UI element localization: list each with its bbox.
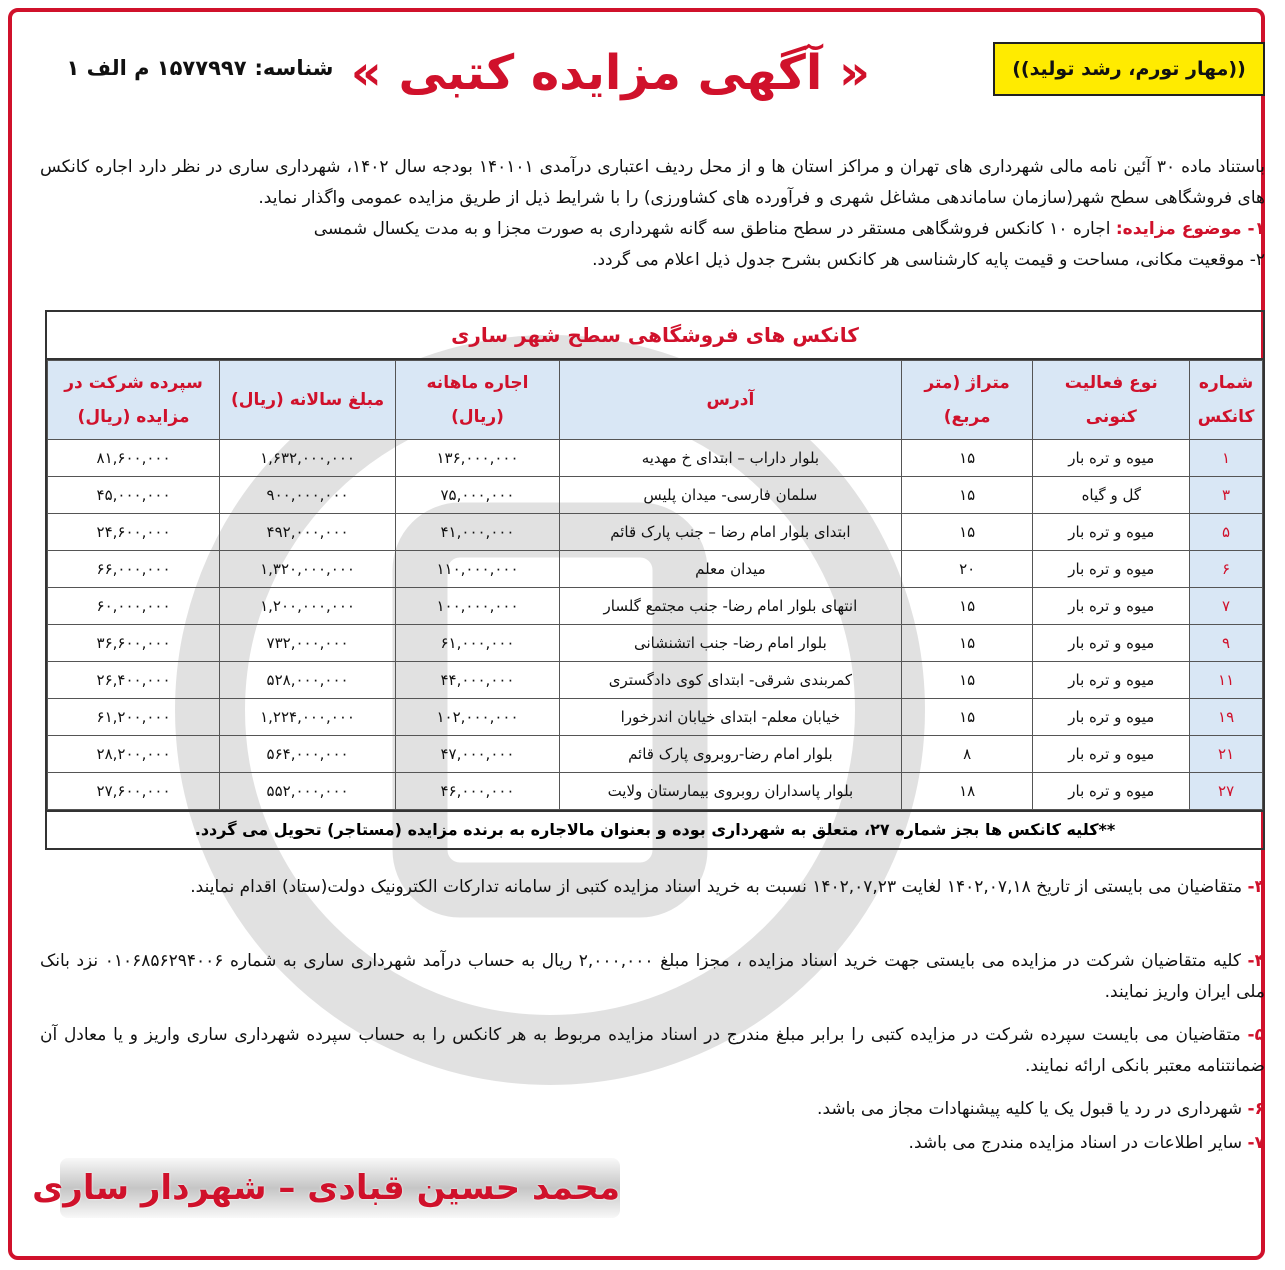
table-title: کانکس های فروشگاهی سطح شهر ساری bbox=[47, 312, 1263, 360]
item-1-label: ۱- موضوع مزایده: bbox=[1115, 219, 1265, 239]
item-3-number: ۳- bbox=[1247, 877, 1265, 897]
table-row bbox=[48, 477, 1263, 514]
cell-number: ۷ bbox=[1190, 588, 1263, 625]
cell-monthly-rent: ۱۱۰,۰۰۰,۰۰۰ bbox=[396, 551, 560, 588]
table-row bbox=[48, 551, 1263, 588]
cell-activity: میوه و تره بار bbox=[1033, 440, 1190, 477]
cell-address: خیابان معلم- ابتدای خیابان اندرخورا bbox=[559, 699, 901, 736]
item-7-text: سایر اطلاعات در اسناد مزایده مندرج می باشد. bbox=[908, 1133, 1243, 1153]
cell-monthly-rent: ۶۱,۰۰۰,۰۰۰ bbox=[396, 625, 560, 662]
cell-annual-amount: ۱,۲۲۴,۰۰۰,۰۰۰ bbox=[220, 699, 396, 736]
cell-area: ۸ bbox=[901, 736, 1033, 773]
item-5-number: ۵- bbox=[1247, 1025, 1265, 1045]
table-body bbox=[48, 440, 1263, 810]
cell-number: ۹ bbox=[1190, 625, 1263, 662]
table-row bbox=[48, 588, 1263, 625]
table-row bbox=[48, 699, 1263, 736]
cell-deposit: ۴۵,۰۰۰,۰۰۰ bbox=[48, 477, 220, 514]
cell-address: بلوار پاسداران روبروی بیمارستان ولایت bbox=[559, 773, 901, 810]
cell-number: ۶ bbox=[1190, 551, 1263, 588]
item-4-text: کلیه متقاضیان شرکت در مزایده می بایستی جهت خرید اسناد مزایده ، مجزا مبلغ ۲,۰۰۰,۰۰۰ ریال به حساب درآمد شهرداری ساری به شماره ۰۱۰۶۸۵۶۲۹۴۰۰۶ نزد بانک ملی ایران واریز نمایند. bbox=[40, 951, 1265, 1002]
item-4-number: ۴- bbox=[1247, 951, 1265, 971]
cell-annual-amount: ۴۹۲,۰۰۰,۰۰۰ bbox=[220, 514, 396, 551]
cell-area: ۲۰ bbox=[901, 551, 1033, 588]
cell-address: بلوار امام رضا- جنب اتشنشانی bbox=[559, 625, 901, 662]
col-header-monthly-rent: اجاره ماهانه (ریال) bbox=[396, 361, 560, 440]
cell-address: ابتدای بلوار امام رضا – جنب پارک قائم bbox=[559, 514, 901, 551]
col-header-annual-amount: مبلغ سالانه (ریال) bbox=[220, 361, 396, 440]
cell-annual-amount: ۵۵۲,۰۰۰,۰۰۰ bbox=[220, 773, 396, 810]
item-7 bbox=[40, 1128, 1265, 1159]
cell-monthly-rent: ۱۳۶,۰۰۰,۰۰۰ bbox=[396, 440, 560, 477]
col-header-activity: نوع فعالیت کنونی bbox=[1033, 361, 1190, 440]
cell-area: ۱۵ bbox=[901, 477, 1033, 514]
cell-monthly-rent: ۷۵,۰۰۰,۰۰۰ bbox=[396, 477, 560, 514]
code-value: ۱۵۷۷۹۹۷ م الف ۱ bbox=[66, 56, 247, 80]
cell-area: ۱۵ bbox=[901, 440, 1033, 477]
cell-address: سلمان فارسی- میدان پلیس bbox=[559, 477, 901, 514]
cell-number: ۱ bbox=[1190, 440, 1263, 477]
cell-number: ۲۱ bbox=[1190, 736, 1263, 773]
cell-annual-amount: ۱,۳۲۰,۰۰۰,۰۰۰ bbox=[220, 551, 396, 588]
table-row bbox=[48, 662, 1263, 699]
item-6-text: شهرداری در رد یا قبول یک یا کلیه پیشنهادات مجاز می باشد. bbox=[817, 1099, 1243, 1119]
signature: محمد حسین قبادی – شهردار ساری bbox=[60, 1158, 620, 1218]
kiosk-table bbox=[45, 310, 1265, 850]
notice-content bbox=[20, 20, 1265, 1250]
col-header-deposit: سپرده شرکت در مزایده (ریال) bbox=[48, 361, 220, 440]
cell-deposit: ۳۶,۶۰۰,۰۰۰ bbox=[48, 625, 220, 662]
cell-address: بلوار امام رضا-روبروی پارک قائم bbox=[559, 736, 901, 773]
table-row bbox=[48, 514, 1263, 551]
cell-deposit: ۲۴,۶۰۰,۰۰۰ bbox=[48, 514, 220, 551]
notice-title: « آگهی مزایده کتبی » bbox=[350, 45, 870, 101]
table-note: **کلیه کانکس ها بجز شماره ۲۷، متعلق به شهرداری بوده و بعنوان مالاجاره به برنده مزایده (مستاجر) تحویل می گردد. bbox=[47, 810, 1263, 848]
cell-activity: میوه و تره بار bbox=[1033, 773, 1190, 810]
cell-area: ۱۵ bbox=[901, 514, 1033, 551]
cell-address: کمربندی شرقی- ابتدای کوی دادگستری bbox=[559, 662, 901, 699]
cell-annual-amount: ۹۰۰,۰۰۰,۰۰۰ bbox=[220, 477, 396, 514]
item-6-number: ۶- bbox=[1247, 1099, 1265, 1119]
cell-annual-amount: ۱,۲۰۰,۰۰۰,۰۰۰ bbox=[220, 588, 396, 625]
item-2: ۲- موقعیت مکانی، مساحت و قیمت پایه کارشناسی هر کانکس بشرح جدول ذیل اعلام می گردد. bbox=[592, 250, 1265, 270]
notice-code bbox=[20, 56, 380, 80]
cell-activity: میوه و تره بار bbox=[1033, 662, 1190, 699]
cell-monthly-rent: ۴۶,۰۰۰,۰۰۰ bbox=[396, 773, 560, 810]
cell-activity: میوه و تره بار bbox=[1033, 736, 1190, 773]
cell-area: ۱۵ bbox=[901, 699, 1033, 736]
item-5 bbox=[40, 1020, 1265, 1082]
item-1-text: اجاره ۱۰ کانکس فروشگاهی مستقر در سطح مناطق سه گانه شهرداری به صورت مجزا و به مدت یکسال شمسی bbox=[313, 219, 1111, 239]
item-3 bbox=[40, 872, 1265, 903]
table-row bbox=[48, 736, 1263, 773]
item-6 bbox=[40, 1094, 1265, 1125]
cell-number: ۱۱ bbox=[1190, 662, 1263, 699]
cell-deposit: ۲۷,۶۰۰,۰۰۰ bbox=[48, 773, 220, 810]
cell-area: ۱۸ bbox=[901, 773, 1033, 810]
cell-number: ۳ bbox=[1190, 477, 1263, 514]
cell-number: ۱۹ bbox=[1190, 699, 1263, 736]
item-3-text: متقاضیان می بایستی از تاریخ ۱۴۰۲,۰۷,۱۸ لغایت ۱۴۰۲,۰۷,۲۳ نسبت به خرید اسناد مزایده کتبی از سامانه تدارکات الکترونیک دولت(ستاد) اقدام نمایند. bbox=[190, 877, 1243, 897]
cell-deposit: ۶۶,۰۰۰,۰۰۰ bbox=[48, 551, 220, 588]
cell-area: ۱۵ bbox=[901, 588, 1033, 625]
table-row bbox=[48, 440, 1263, 477]
cell-deposit: ۸۱,۶۰۰,۰۰۰ bbox=[48, 440, 220, 477]
cell-activity: میوه و تره بار bbox=[1033, 699, 1190, 736]
cell-activity: میوه و تره بار bbox=[1033, 625, 1190, 662]
item-4 bbox=[40, 946, 1265, 1008]
cell-area: ۱۵ bbox=[901, 625, 1033, 662]
col-header-area: متراژ (متر مربع) bbox=[901, 361, 1033, 440]
item-5-text: متقاضیان می بایست سپرده شرکت در مزایده کتبی را برابر مبلغ مندرج در اسناد مزایده مربوط به هر کانکس را به حساب سپرده شهرداری ساری واریز و یا معادل آن ضمانتنامه معتبر بانکی ارائه نمایند. bbox=[40, 1025, 1265, 1076]
item-1 bbox=[40, 214, 1265, 245]
cell-activity: میوه و تره بار bbox=[1033, 514, 1190, 551]
kiosk-data-table bbox=[47, 360, 1263, 810]
cell-monthly-rent: ۴۴,۰۰۰,۰۰۰ bbox=[396, 662, 560, 699]
cell-deposit: ۲۶,۴۰۰,۰۰۰ bbox=[48, 662, 220, 699]
cell-activity: میوه و تره بار bbox=[1033, 551, 1190, 588]
cell-activity: گل و گیاه bbox=[1033, 477, 1190, 514]
cell-deposit: ۲۸,۲۰۰,۰۰۰ bbox=[48, 736, 220, 773]
intro-paragraph: باستناد ماده ۳۰ آئین نامه مالی شهرداری های تهران و مراکز استان ها و از محل ردیف اعتباری درآمدی ۱۴۰۱۰۱ بودجه سال ۱۴۰۲، شهرداری ساری در نظر دارد اجاره کانکس های فروشگاهی سطح شهر(سازمان ساماندهی مشاغل شهری و فرآورده های کشاورزی) را با شرایط ذیل از طریق مزایده عمومی واگذار نماید. bbox=[40, 157, 1265, 208]
item-7-number: ۷- bbox=[1247, 1133, 1265, 1153]
cell-address: میدان معلم bbox=[559, 551, 901, 588]
cell-monthly-rent: ۱۰۲,۰۰۰,۰۰۰ bbox=[396, 699, 560, 736]
cell-deposit: ۶۰,۰۰۰,۰۰۰ bbox=[48, 588, 220, 625]
cell-monthly-rent: ۴۷,۰۰۰,۰۰۰ bbox=[396, 736, 560, 773]
cell-deposit: ۶۱,۲۰۰,۰۰۰ bbox=[48, 699, 220, 736]
col-header-address: آدرس bbox=[559, 361, 901, 440]
cell-monthly-rent: ۱۰۰,۰۰۰,۰۰۰ bbox=[396, 588, 560, 625]
cell-annual-amount: ۵۲۸,۰۰۰,۰۰۰ bbox=[220, 662, 396, 699]
cell-monthly-rent: ۴۱,۰۰۰,۰۰۰ bbox=[396, 514, 560, 551]
table-row bbox=[48, 773, 1263, 810]
cell-annual-amount: ۵۶۴,۰۰۰,۰۰۰ bbox=[220, 736, 396, 773]
code-label: شناسه: bbox=[254, 56, 334, 80]
cell-area: ۱۵ bbox=[901, 662, 1033, 699]
cell-annual-amount: ۷۳۲,۰۰۰,۰۰۰ bbox=[220, 625, 396, 662]
col-header-number: شماره کانکس bbox=[1190, 361, 1263, 440]
cell-address: بلوار داراب – ابتدای خ مهدیه bbox=[559, 440, 901, 477]
table-row bbox=[48, 625, 1263, 662]
slogan-box: ((مهار تورم، رشد تولید)) bbox=[993, 42, 1265, 96]
cell-number: ۵ bbox=[1190, 514, 1263, 551]
cell-annual-amount: ۱,۶۳۲,۰۰۰,۰۰۰ bbox=[220, 440, 396, 477]
cell-number: ۲۷ bbox=[1190, 773, 1263, 810]
cell-activity: میوه و تره بار bbox=[1033, 588, 1190, 625]
table-header-row bbox=[48, 361, 1263, 440]
cell-address: انتهای بلوار امام رضا- جنب مجتمع گلسار bbox=[559, 588, 901, 625]
